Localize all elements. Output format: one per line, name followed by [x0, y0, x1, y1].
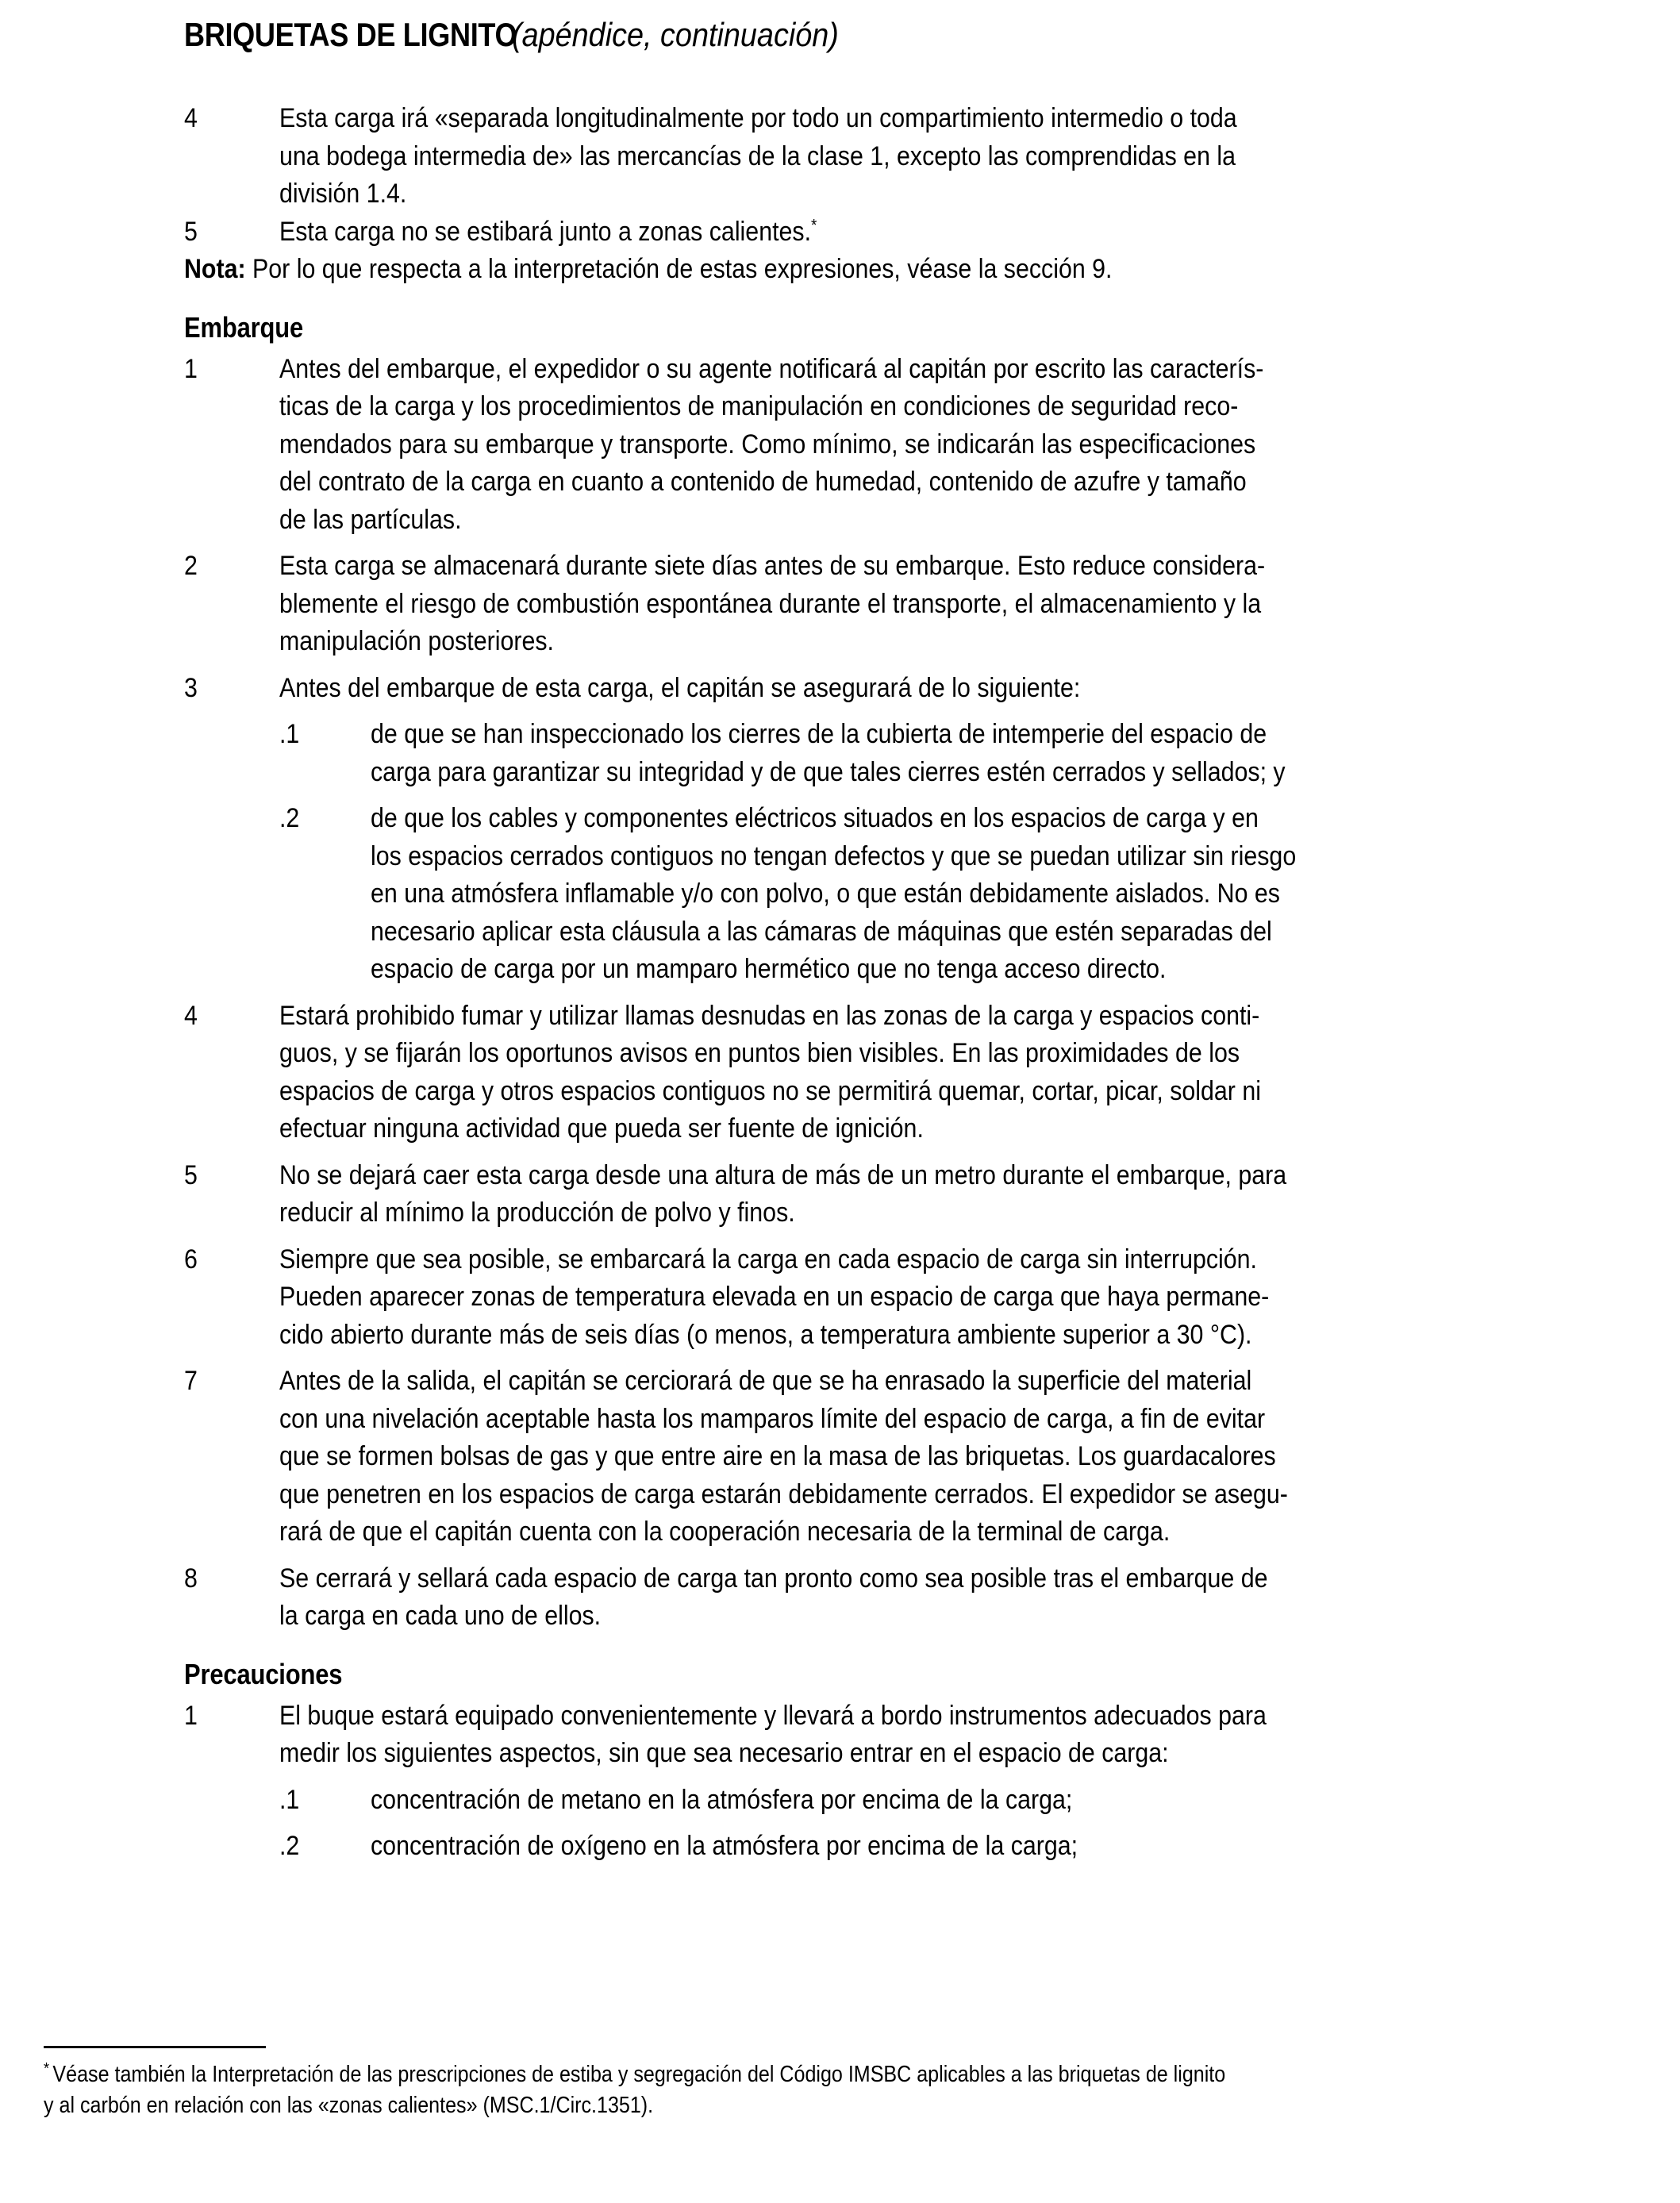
clause-line: No se dejará caer esta carga desde una altura de más de un metro durante el embarque, para — [279, 1159, 1287, 1190]
clause-line: manipulación posteriores. — [279, 626, 554, 656]
subclause-item — [184, 754, 1554, 792]
subclause-line: carga para garantizar su integridad y de que tales cierres estén cerrados y sellados; y — [371, 756, 1286, 787]
subclause-number: .2 — [279, 803, 300, 833]
subclause-item — [184, 1828, 1554, 1866]
subclause-number: .1 — [279, 1784, 300, 1815]
clause-item — [184, 1560, 1554, 1598]
clause-line: rará de que el capitán cuenta con la cooperación necesaria de la terminal de carga. — [279, 1517, 1171, 1547]
clause-number: 4 — [184, 103, 198, 133]
clause-line: Antes del embarque, el expedidor o su agente notificará al capitán por escrito las caracterís- — [279, 353, 1264, 384]
clause-item — [184, 1110, 1554, 1148]
clause-item — [184, 1697, 1554, 1736]
subclause-line: espacio de carga por un mamparo hermético que no tenga acceso directo. — [371, 954, 1167, 984]
clause-item — [184, 175, 1554, 213]
clause-line: efectuar ninguna actividad que pueda ser fuente de ignición. — [279, 1113, 924, 1144]
clause-item — [184, 670, 1554, 708]
clause-item — [184, 1035, 1554, 1073]
subclause-line: en una atmósfera inflamable y/o con polvo, o que están debidamente aislados. No es — [371, 879, 1280, 909]
clause-item — [184, 548, 1554, 586]
footnote-area — [44, 2046, 1639, 2121]
clause-line: que penetren en los espacios de carga estarán debidamente cerrados. El expedidor se asegu- — [279, 1478, 1288, 1509]
clause-number: 8 — [184, 1563, 198, 1594]
clause-line: reducir al mínimo la producción de polvo y finos. — [279, 1198, 795, 1228]
clause-line: con una nivelación aceptable hasta los mamparos límite del espacio de carga, a fin de evitar — [279, 1403, 1266, 1434]
subclause-item — [184, 1782, 1554, 1820]
section-heading-precauciones: Precauciones — [184, 1657, 343, 1690]
clause-line: ticas de la carga y los procedimientos de manipulación en condiciones de seguridad reco- — [279, 391, 1239, 421]
subclause-item — [184, 716, 1554, 754]
clause-item — [184, 1735, 1554, 1773]
clause-line: Esta carga irá «separada longitudinalmente por todo un compartimiento intermedio o toda — [279, 103, 1237, 133]
clause-item — [184, 388, 1554, 426]
clause-line: medir los siguientes aspectos, sin que sea necesario entrar en el espacio de carga: — [279, 1738, 1169, 1768]
clause-line: Antes del embarque de esta carga, el capitán se asegurará de lo siguiente: — [279, 672, 1081, 703]
subclause-item — [184, 951, 1554, 989]
clause-line: mendados para su embarque y transporte. Como mínimo, se indicarán las especificaciones — [279, 429, 1256, 459]
clause-item — [184, 1401, 1554, 1439]
clause-number: 2 — [184, 551, 198, 581]
clause-item — [184, 1241, 1554, 1279]
clause-item — [184, 623, 1554, 661]
clause-line: división 1.4. — [279, 179, 407, 209]
clause-line: Se cerrará y sellará cada espacio de carga tan pronto como sea posible tras el embarque de — [279, 1563, 1268, 1594]
running-head-subtitle: (apéndice, continuación) — [512, 16, 840, 53]
subclause-line: de que los cables y componentes eléctricos situados en los espacios de carga y en — [371, 803, 1259, 833]
running-head — [184, 14, 1557, 56]
clause-item — [184, 502, 1554, 540]
clause-line: Pueden aparecer zonas de temperatura elevada en un espacio de carga que haya permane- — [279, 1282, 1270, 1312]
note-text: Por lo que respecta a la interpretación de estas expresiones, véase la sección 9. — [252, 254, 1113, 284]
clause-item — [184, 586, 1554, 624]
subclause-number: .1 — [279, 719, 300, 749]
clause-number: 1 — [184, 353, 198, 384]
footnote-text-1: Véase también la Interpretación de las prescripciones de estiba y segregación del Código IMSBC aplicables a las briquetas de lignito — [52, 2062, 1226, 2087]
footnote-marker: * — [44, 2059, 50, 2078]
clause-line: El buque estará equipado convenientemente y llevará a bordo instrumentos adecuados para — [279, 1700, 1267, 1731]
clause-item — [184, 426, 1554, 464]
subclause-item — [184, 913, 1554, 952]
clause-line: del contrato de la carga en cuanto a contenido de humedad, contenido de azufre y tamaño — [279, 467, 1247, 497]
clause-item — [184, 1157, 1554, 1195]
clause-number: 6 — [184, 1244, 198, 1275]
clause-item — [184, 1278, 1554, 1317]
clause-item — [184, 100, 1554, 138]
clause-line: una bodega intermedia de» las mercancías de la clase 1, excepto las comprendidas en la — [279, 140, 1236, 171]
note-label: Nota: — [184, 254, 246, 284]
clause-item — [184, 213, 1554, 252]
clause-number: 5 — [184, 1159, 198, 1190]
running-head-title: BRIQUETAS DE LIGNITO — [184, 16, 517, 53]
clause-line: Esta carga se almacenará durante siete días antes de su embarque. Esto reduce considera- — [279, 551, 1266, 581]
clause-line: espacios de carga y otros espacios contiguos no se permitirá quemar, cortar, picar, soldar ni — [279, 1075, 1261, 1106]
clause-number: 7 — [184, 1366, 198, 1396]
clause-number: 4 — [184, 1000, 198, 1031]
subclause-line: concentración de oxígeno en la atmósfera por encima de la carga; — [371, 1831, 1078, 1861]
clause-line: blemente el riesgo de combustión espontánea durante el transporte, el almacenamiento y la — [279, 588, 1262, 619]
footnote-separator-rule — [44, 2046, 266, 2048]
clause-item — [184, 138, 1554, 176]
clause-item — [184, 1476, 1554, 1514]
subclause-item — [184, 838, 1554, 876]
clause-item — [184, 1194, 1554, 1232]
clause-line: Estará prohibido fumar y utilizar llamas desnudas en las zonas de la carga y espacios conti- — [279, 1000, 1260, 1031]
clause-item — [184, 998, 1554, 1036]
clause-text: Esta carga no se estibará junto a zonas calientes. — [279, 216, 812, 247]
clause-item — [184, 1438, 1554, 1476]
section-heading-embarque: Embarque — [184, 310, 304, 344]
subclause-line: necesario aplicar esta cláusula a las cámaras de máquinas que estén separadas del — [371, 916, 1272, 947]
subclause-line: concentración de metano en la atmósfera por encima de la carga; — [371, 1784, 1073, 1815]
note-paragraph — [184, 251, 1553, 289]
clause-item — [184, 1363, 1554, 1401]
clause-item — [184, 463, 1554, 502]
clause-number: 5 — [184, 216, 198, 247]
footnote-reference-mark: * — [811, 215, 817, 234]
clause-line: guos, y se fijarán los oportunos avisos en puntos bien visibles. En las proximidades de los — [279, 1038, 1240, 1068]
subclause-line: los espacios cerrados contiguos no tengan defectos y que se puedan utilizar sin riesgo — [371, 840, 1297, 871]
subclause-number: .2 — [279, 1831, 300, 1861]
clause-line — [279, 213, 1401, 252]
subclause-item — [184, 800, 1554, 838]
clause-number: 1 — [184, 1700, 198, 1731]
clause-item — [184, 1317, 1554, 1355]
footnote-line-2: y al carbón en relación con las «zonas calientes» (MSC.1/Circ.1351). — [44, 2093, 654, 2118]
clause-number: 3 — [184, 672, 198, 703]
clause-item — [184, 351, 1554, 389]
clause-item — [184, 1513, 1554, 1551]
clause-line: que se formen bolsas de gas y que entre aire en la masa de las briquetas. Los guardacalores — [279, 1441, 1276, 1471]
clause-item — [184, 1597, 1554, 1636]
footnote-line-1 — [44, 2059, 1638, 2090]
clause-line: de las partículas. — [279, 504, 462, 535]
clause-line: cido abierto durante más de seis días (o menos, a temperatura ambiente superior a 30 °C). — [279, 1319, 1252, 1350]
subclause-line: de que se han inspeccionado los cierres de la cubierta de intemperie del espacio de — [371, 719, 1267, 749]
document-body — [184, 100, 1554, 1866]
clause-line: la carga en cada uno de ellos. — [279, 1601, 602, 1631]
clause-line: Siempre que sea posible, se embarcará la carga en cada espacio de carga sin interrupción. — [279, 1244, 1257, 1275]
clause-item — [184, 1073, 1554, 1111]
subclause-item — [184, 875, 1554, 913]
clause-line: Antes de la salida, el capitán se cerciorará de que se ha enrasado la superficie del material — [279, 1366, 1252, 1396]
